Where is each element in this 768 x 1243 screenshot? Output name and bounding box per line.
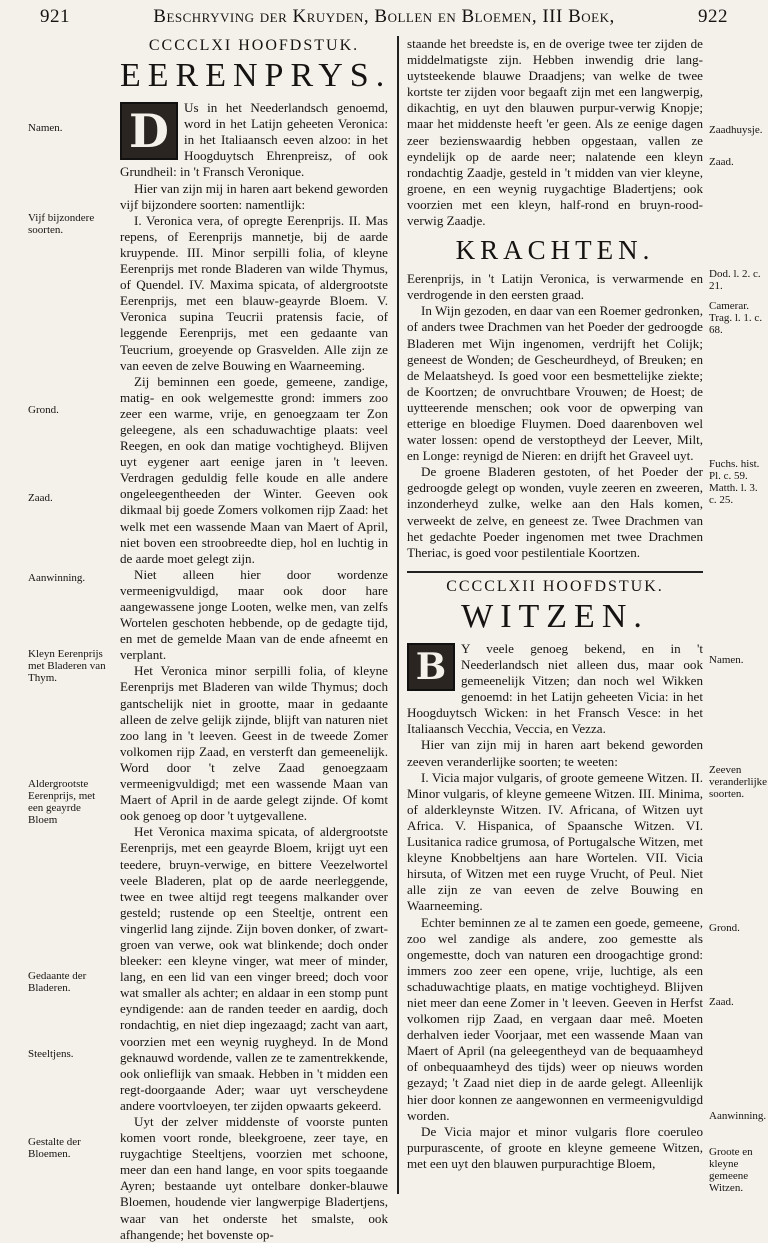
paragraph: Het Veronica maxima spicata, of aldergrootste Eerenprijs, met een geayrde Bloem, krijgt uyt een teedere, bruyn-verwige, en bittere Veezelwortel veele Bladeren, plat op de aarde neerleggende, twee en twee altijd regt teegens malkander over gesteld; rustende op een Steeltje, ontrent een vingerlid lang zijnde. Zijn boven donker, of zwart-groen van verwe, ook wat blinkende; doch onder bleeker: een kleyne vinger, wat meer of minder, lang, en een lid van een vinger breed; doch voor wat smaller als achter; en aldaar in een stomp punt eyndigende: aan de randen teeder en aardig, doch rondachtig, en niet diep ingezaagd; zacht van aart, voorzien met een weynig ruygheyd. In de Mond geknauwd wordende, vallen ze te zamentrekkende, ook onlieflijk van smaak. Hebben in 't midden een regt-doorgaande Ader; waar uyt verscheydene andere voortvloeyen, ter zijden opwaarts gekeerd. [120, 824, 388, 1113]
page-number-right: 922 [698, 6, 728, 27]
margin-note: Gestalte der Bloemen. [28, 1136, 81, 1160]
margin-note: Namen. [709, 654, 744, 666]
margin-note: Grond. [28, 404, 59, 416]
left-column [120, 36, 392, 1243]
chapter-heading: CCCCLXI HOOFDSTUK. [148, 37, 360, 54]
paragraph: Us in het Neederlandsch genoemd, word in het Latijn geheeten Veronica: in het Italiaansch eeven alzoo: in het Hoogduytsch Ehrenpreisz, of ook Grundheil: in 't Fransch Veronique. [120, 100, 388, 180]
page-number-left: 921 [40, 6, 70, 27]
paragraph: Hier van zijn mij in haren aart bekend geworden vijf bijzondere soorten: namentlijk: [120, 180, 388, 212]
margin-note: Aanwinning. [28, 572, 86, 584]
right-column [407, 36, 703, 1172]
paragraph: Echter beminnen ze al te zamen een goede, gemeene, zoo wel zandige als andere, zoo gemestte als ongemestte, doch van naturen een droogachtige grond: immers zoo zeer een opene, vrije, luchtige, als een schaduwachtige plaats, en matige vochtigheyd. Blijven niet meer dan eene Zomer in 't leeven. Geeven in Herfst volkomen rijp Zaad, en vergaan daar meê. Moeten derhalven ieder Voorjaar, met een wassende Maan van Maert of April (na geleegentheyd van de bequaamheyd of onbequaamheyd des tijds) weer op nieuws worden gezayd; 't Zaad niet diep in de aarde gelegt. Alleenlijk hier door konnen ze aangewonnen en vermeenigvuldigd worden. [407, 914, 703, 1123]
paragraph: Niet alleen hier door wordenze vermeenigvuldigd, maar ook door hare aangewassene jonge Looten, welke men, van zelfs Wortelen geschoten hebbende, op de gedagte tijd, en met de gemelde Maan van de ende afneemt en verplant. [120, 566, 388, 663]
margin-note: Zeeven veranderlijke soorten. [709, 764, 768, 800]
margin-note: Zaad. [28, 492, 53, 504]
paragraph: Het Veronica minor serpilli folia, of kleyne Eerenprijs met Bladeren van wilde Thymus; doch gantschelijk niet in grootte, maar in gedaante alleen de zelve gelijk zijnde, blijft van naturen niet zoo lang in 't leeven. Geest in de tweede Zomer volkomen rijp Zaad, en versterft dan gemeenelijk. Word door 't zelve Zaad genoegzaam vermeenigvuldigd; met een wassende Maan van Maert of April in de aarde gelegt zijnde. Of komt ook genoeg op door 't uytgevallene. [120, 663, 388, 824]
running-head [40, 6, 728, 32]
paragraph: In Wijn gezoden, en daar van een Roemer gedronken, of anders twee Drachmen van het Poeder der gedroogde Bladeren met Wijn ingenomen, verdrijft het Colijk; geneest de Wonden; de Gescheurdheyd, of Breuken; en de Melaatsheyd. Is goed voor een besmettelijke ziekte; de Koortzen; de onvruchtbare Vrouwen; de Hoest; de uytteerende menschen; ook voor de opwerping van etterige en bloedige Fluymen. Doed daarenboven wel water lossen: opend de verstoptheyd der Leever, Milt, en Longe: reynigd de Nieren: en drijft het Graveel uyt. [407, 303, 703, 464]
margin-note: Grond. [709, 922, 740, 934]
paragraph: De Vicia major et minor vulgaris flore coeruleo purpurascente, of groote en kleyne gemeene Witzen, met een uyt den blauwen purpurachtige Bloem, [407, 1123, 703, 1171]
paragraph: staande het breedste is, en de overige twee ter zijden de middelmatigste zijn. Hebben inwendig drie lang-uytsteekende blauwe Draadjens; van welke de twee kortste ter zijden voor begaaft zijn met een langwerpig, dikachtig, en uyt den blauwen purpur-verwig Knopje; maar het middenste heeft 'er geen. Als ze eenige dagen zeer bezienswaardig hebben opgestaan, vallen ze eyndelijk op de aarde neer; nalatende een kleyn rondachtig Zaadje, gesteld in 't midden van vier kleyne, groene, en een weynig ruygachtige Bladertjens; ook voorzien met een kleyn, half-rond en bruyn-rood-verwig Zaadje. [407, 36, 703, 229]
section-title: KRACHTEN. [455, 235, 655, 266]
chapter-heading: CCCCLXII HOOFDSTUK. [446, 577, 664, 595]
paragraph: Zij beminnen een goede, gemeene, zandige, matig- en ook welgemestte grond: immers zoo zeer een warme, vrije, en genoegzaam ter Zon geleegene, als een schaduwachtige plaats: veel Reegen, en ook dan matige vochtigheyd. Blijven uyt eygener aart eenige jaren in 't leeven. Verdragen geduldig felle koude en alle andere ongeleegentheeden der Winter. Geeven ook dikmaal bij goede Zomers volkomen rijp Zaad: het welk met een wassende Maan van Maert of April, niet boven een stroobreedte diep, hol en luchtig in de aarde moet gelegt zijn. [120, 373, 388, 566]
column-divider [397, 36, 399, 1194]
margin-note: Vijf bijzondere soorten. [28, 212, 95, 236]
margin-note: Groote en kleyne gemeene Witzen. [709, 1146, 753, 1194]
section-title: WITZEN. [461, 597, 649, 635]
section-title: EERENPRYS. [120, 57, 392, 95]
margin-note: Aldergrootste Eerenprijs, met een geayrde Bloem [28, 778, 96, 826]
drop-cap-initial: B [407, 643, 455, 691]
section-rule [407, 571, 703, 573]
margin-note: Gedaante der Bladeren. [28, 970, 87, 994]
paragraph: Hier van zijn mij in haren aart bekend geworden zeeven veranderlijke soorten; te weeten: [407, 737, 703, 769]
paragraph: I. Vicia major vulgaris, of groote gemeene Witzen. II. Minor vulgaris, of kleyne gemeene Witzen. III. Minima, of alderkleynste Witzen. IV. Africana, of Witzen uyt Africa. V. Hispanica, of Spaansche Witzen. VI. Lusitanica radice grumosa, of Portugalsche Witzen, met kleyne Knobbeltjens aan hare Wortelen. VII. Vicia hirsuta, of Witzen met een ruyge Vrucht, of Peul. Niet alle zijn ze van eeven de zelve Bouwing en Waarneeming. [407, 769, 703, 914]
margin-note: Fuchs. hist. Pl. c. 59. Matth. l. 3. c. 25. [709, 458, 760, 506]
paragraph: Y veele genoeg bekend, en in 't Neederlandsch niet alleen dus, maar ook gemeenelijk Vitzen; dan noch wel Wikken genoemd: in het Latijn geheeten Vicia: in het Hoogduytsch Wicken: in het Fransch Vesce: in het Italiaansch Vecchia, Veccia, en Vezza. [407, 640, 703, 737]
margin-note: Kleyn Eerenprijs met Bladeren van Thym. [28, 648, 106, 684]
paragraph: Uyt der zelver middenste of voorste punten komen voort ronde, bleekgroene, zeer taye, en ruygachtige Steeltjens, voorzien met schoone, meer dan een hand lange, en voor spits toegaande Ayren; bestaande uyt ontelbare donker-blauwe Bloemen, houdende vier langwerpige Bladertjens, waar van het onderste het smalste, ook afhangende; het bovenste op- [120, 1114, 388, 1242]
margin-note: Zaad. [709, 156, 734, 168]
margin-note: Aanwinning. [709, 1110, 767, 1122]
margin-note: Zaadhuysje. [709, 124, 763, 136]
paragraph: De groene Bladeren gestoten, of het Poeder der gedroogde gelegt op wonden, vuyle zeeren en zweeren, inzonderheyd zulke, welke aan den Hals komen, verweekt de zelve, en geneest ze. Twee Drachmen van het gedachte Poeder ingenomen met twee Drachmen Theriac, is goed voor pestilentiale Koortzen. [407, 464, 703, 560]
paragraph: Eerenprijs, in 't Latijn Veronica, is verwarmende en verdrogende in den eersten graad. [407, 271, 703, 303]
running-title: Beschryving der Kruyden, Bollen en Bloemen, III Boek, [153, 6, 615, 27]
margin-note: Dod. l. 2. c. 21. [709, 268, 761, 292]
margin-note: Zaad. [709, 996, 734, 1008]
margin-note: Steeltjens. [28, 1048, 74, 1060]
margin-note: Camerar. Trag. l. 1. c. 68. [709, 300, 763, 336]
drop-cap-initial: D [120, 102, 178, 160]
paragraph: I. Veronica vera, of opregte Eerenprijs. II. Mas repens, of Eerenprijs mannetje, bij de aarde kruypende. III. Minor serpilli folia, of kleyne Eerenprijs met ronde Bladeren van wilde Thymus, of Quendel. IV. Maxima spicata, of aldergrootste Eerenprijs, met een blauw-geayrde Bloem. V. Veronica supina Teucrii pratensis facie, of leggende Eerenprijs, met een gedaante van Teucrium, groeyende op Grasvelden. Alle zijn ze van eeven de zelve Bouwing en Waarneeming. [120, 212, 388, 373]
margin-note: Namen. [28, 122, 63, 134]
